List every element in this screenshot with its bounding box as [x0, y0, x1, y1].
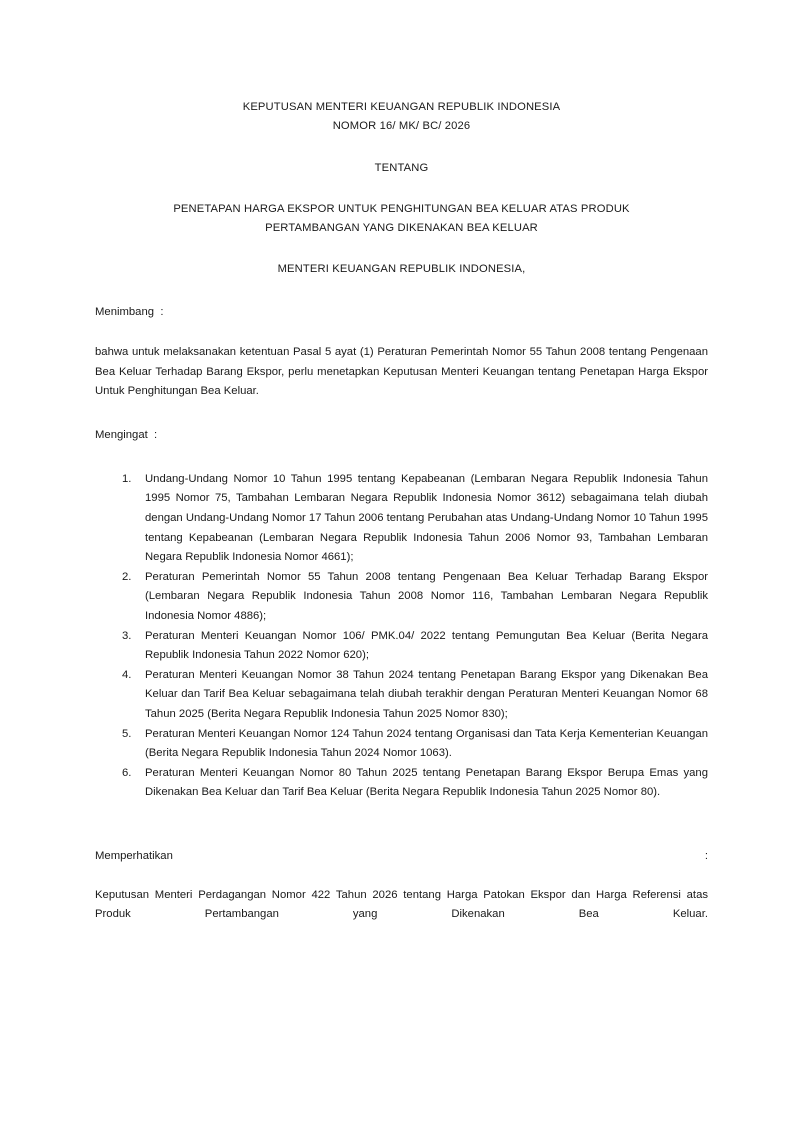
mengingat-colon: :	[154, 428, 158, 441]
spacer-before-memperhatikan	[95, 803, 708, 848]
memperhatikan-colon: :	[704, 849, 708, 862]
list-item	[95, 568, 708, 627]
mengingat-section	[95, 427, 708, 803]
list-item	[95, 627, 708, 666]
document-content	[95, 0, 708, 925]
header-spacer-1	[95, 136, 708, 159]
header-number-line: NOMOR 16/ MK/ BC/ 2026	[332, 120, 471, 132]
list-item	[95, 666, 708, 725]
spacer-before-menimbang	[95, 279, 708, 304]
list-item-text: Peraturan Menteri Keuangan Nomor 38 Tahun 2024 tentang Penetapan Barang Ekspor yang Dikenakan Bea Keluar dan Tarif Bea Keluar sebagaimana telah diubah terakhir dengan Peraturan Menteri Keuangan Nomor 68 Tahun 2025 (Berita Negara Republik Indonesia Tahun 2025 Nomor 830);	[145, 668, 708, 720]
memperhatikan-section	[95, 848, 708, 925]
menimbang-paragraph: bahwa untuk melaksanakan ketentuan Pasal 5 ayat (1) Peraturan Pemerintah Nomor 55 Tahun 2008 tentang Pengenaan Bea Keluar Terhadap Barang Ekspor, perlu menetapkan Keputusan Menteri Keuangan tentang Penetapan Harga Ekspor Untuk Penghitungan Bea Keluar.	[95, 346, 708, 398]
spacer-after-menimbang-label	[95, 321, 708, 343]
memperhatikan-label-row	[95, 848, 708, 865]
list-item-text: Peraturan Pemerintah Nomor 55 Tahun 2008 tentang Pengenaan Bea Keluar Terhadap Barang Ekspor (Lembaran Negara Republik Indonesia Tahun 2008 Nomor 116, Tambahan Lembaran Negara Republik Indonesia Nomor 4886);	[145, 570, 708, 622]
memperhatikan-label: Memperhatikan	[95, 849, 173, 862]
list-item-marker: 6.	[122, 766, 132, 779]
mengingat-list	[95, 470, 708, 803]
spacer-before-mengingat	[95, 402, 708, 427]
memperhatikan-paragraph: Keputusan Menteri Perdagangan Nomor 422 Tahun 2026 tentang Harga Patokan Ekspor dan Harga Referensi atas Produk Pertambangan yang Dikenakan Bea Keluar.	[95, 888, 708, 921]
document-header	[95, 0, 708, 279]
list-item-text: Peraturan Menteri Keuangan Nomor 80 Tahun 2025 tentang Penetapan Barang Ekspor Berupa Emas yang Dikenakan Bea Keluar dan Tarif Bea Keluar (Berita Negara Republik Indonesia Tahun 2025 Nomor 80).	[145, 766, 708, 799]
header-tentang-label: TENTANG	[374, 162, 429, 174]
menimbang-label-row	[95, 304, 708, 321]
header-title-line-2: PERTAMBANGAN YANG DIKENAKAN BEA KELUAR	[265, 222, 538, 234]
list-item-marker: 2.	[122, 570, 132, 583]
mengingat-label: Mengingat	[95, 428, 148, 441]
menimbang-colon: :	[160, 306, 164, 318]
list-item-marker: 3.	[122, 629, 132, 642]
mengingat-label-row	[95, 427, 708, 444]
list-item-marker: 5.	[122, 727, 132, 740]
header-spacer-3	[95, 238, 708, 260]
header-spacer-2	[95, 178, 708, 200]
list-item	[95, 764, 708, 803]
menimbang-section	[95, 304, 708, 402]
list-item-marker: 1.	[122, 472, 132, 485]
list-item	[95, 725, 708, 764]
header-institution-line: KEPUTUSAN MENTERI KEUANGAN REPUBLIK INDONESIA	[242, 101, 561, 113]
list-item-text: Undang-Undang Nomor 10 Tahun 1995 tentang Kepabeanan (Lembaran Negara Republik Indonesia Tahun 1995 Nomor 75, Tambahan Lembaran Negara Republik Indonesia Nomor 3612) sebagaimana telah diubah dengan Undang-Undang Nomor 17 Tahun 2006 tentang Perubahan atas Undang-Undang Nomor 10 Tahun 1995 tentang Kepabeanan (Lembaran Negara Republik Indonesia Tahun 2006 Nomor 93, Tambahan Lembaran Negara Republik Indonesia Nomor 4661);	[145, 472, 708, 564]
list-item-marker: 4.	[122, 668, 132, 681]
list-item-text: Peraturan Menteri Keuangan Nomor 124 Tahun 2024 tentang Organisasi dan Tata Kerja Kementerian Keuangan (Berita Negara Republik Indonesia Tahun 2024 Nomor 1063).	[145, 727, 708, 760]
header-authority-line: MENTERI KEUANGAN REPUBLIK INDONESIA,	[277, 263, 526, 275]
list-item-text: Peraturan Menteri Keuangan Nomor 106/ PMK.04/ 2022 tentang Pemungutan Bea Keluar (Berita Negara Republik Indonesia Tahun 2022 Nomor 620);	[145, 629, 708, 662]
spacer-after-mengingat-label	[95, 444, 708, 470]
spacer-after-memperhatikan-label	[95, 865, 708, 886]
header-title-line-1: PENETAPAN HARGA EKSPOR UNTUK PENGHITUNGAN BEA KELUAR ATAS PRODUK	[173, 203, 630, 215]
list-item	[95, 470, 708, 568]
menimbang-label: Menimbang	[95, 306, 155, 318]
